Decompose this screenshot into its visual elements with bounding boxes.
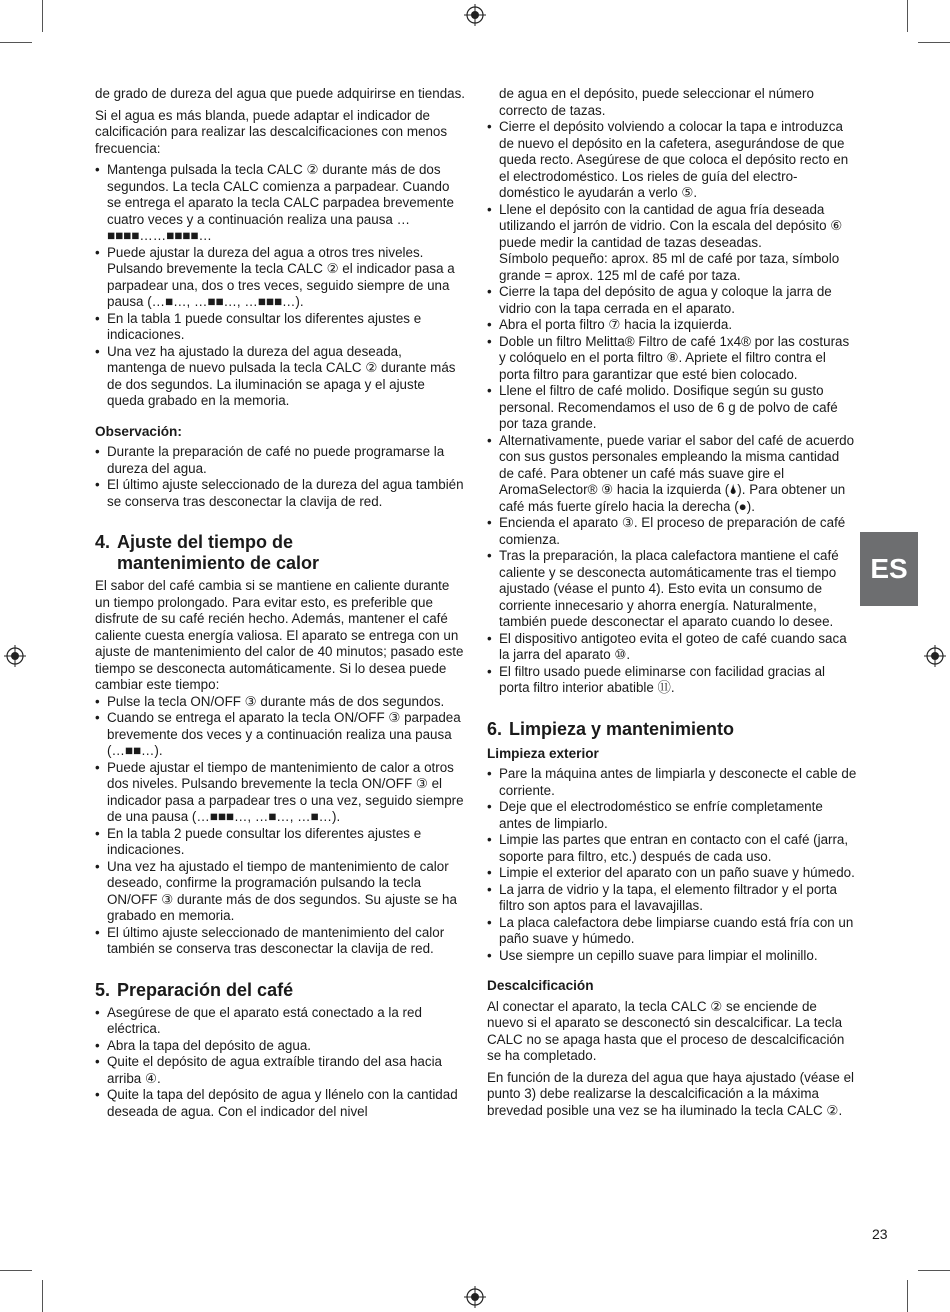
page-number: 23 xyxy=(872,1226,888,1242)
crop-mark xyxy=(42,1280,43,1312)
list-item: • Abra el porta filtro ⑦ hacia la izquierda. xyxy=(487,317,857,334)
list-item: • La placa calefactora debe limpiarse cuando está fría con un paño suave y húmedo. xyxy=(487,915,857,948)
bullet-list xyxy=(95,694,465,958)
section-number: 5. xyxy=(95,979,111,1000)
registration-mark-icon xyxy=(4,645,26,667)
crop-mark xyxy=(0,42,32,43)
list-item: • Alternativamente, puede variar el sabor del café de acuerdo con sus gustos personales empleando la misma cantidad de café. Para obtener un café más suave gire el AromaSelector® ⑨ hacia la izquierda (🌢). Para obtener un café más fuerte gírelo hacia la derecha (●). xyxy=(487,433,857,516)
list-item: • Puede ajustar el tiempo de mantenimiento de calor a otros dos niveles. Pulsando brevemente la tecla ON/OFF ③ el indicador pasa a parpadear tres o una vez, seguido siempre de una pausa (…■■■…, …■…, …■…). xyxy=(95,760,465,826)
list-item: • Deje que el electrodoméstico se enfríe completamente antes de limpiarlo. xyxy=(487,799,857,832)
section-number: 4. xyxy=(95,532,111,552)
language-tab: ES xyxy=(860,532,918,606)
list-item: • Doble un filtro Melitta® Filtro de café 1x4® por las costuras y colóquelo en el porta filtro ⑧. Apriete el filtro contra el porta filtro para garantizar que esté bien colocado. xyxy=(487,334,857,384)
paragraph-continuation: de agua en el depósito, puede seleccionar el número correcto de tazas. xyxy=(499,86,814,118)
list-item: • Puede ajustar la dureza del agua a otros tres niveles. Pulsando brevemente la tecla CALC ② el indicador pasa a parpadear una, dos o tres veces, seguido siempre de una pausa (…■…, …■■…, …■■■…). xyxy=(95,245,465,311)
list-item: • Cierre la tapa del depósito de agua y coloque la jarra de vidrio con la tapa cerrada en el aparato. xyxy=(487,284,857,317)
bullet-list xyxy=(95,1005,465,1121)
list-item: • El último ajuste seleccionado de la dureza del agua también se conserva tras desconectar la clavija de red. xyxy=(95,477,465,510)
bullet-list xyxy=(487,119,857,251)
registration-mark-icon xyxy=(464,4,486,26)
list-item: • Durante la preparación de café no puede programarse la dureza del agua. xyxy=(95,444,465,477)
list-item: • Cierre el depósito volviendo a colocar la tapa e introduzca de nuevo el depósito en la cafetera, asegurándose de que queda recto. Asegúrese de que coloca el depósito recto en el electrodoméstico. Los rieles de guía del electro-doméstico le ayudarán a verlo ⑤. xyxy=(487,119,857,202)
section-title-line: mantenimiento de calor xyxy=(117,553,320,573)
paragraph: de grado de dureza del agua que puede adquirirse en tiendas. xyxy=(95,86,466,101)
observation-heading: Observación: xyxy=(95,423,182,439)
bullet-list xyxy=(95,444,465,510)
right-column xyxy=(487,86,857,1124)
crop-mark xyxy=(918,42,950,43)
list-item: • Encienda el aparato ③. El proceso de preparación de café comienza. xyxy=(487,515,857,548)
bullet-list xyxy=(487,284,857,697)
section-number: 6. xyxy=(487,718,503,739)
section-title-line: Preparación del café xyxy=(117,979,294,1000)
list-item: • Use siempre un cepillo suave para limpiar el molinillo. xyxy=(487,948,857,965)
list-item: • Asegúrese de que el aparato está conectado a la red eléctrica. xyxy=(95,1005,465,1038)
list-item: • Pulse la tecla ON/OFF ③ durante más de dos segundos. xyxy=(95,694,465,711)
section-4-title xyxy=(95,532,465,574)
registration-mark-icon xyxy=(924,645,946,667)
list-item: • Cuando se entrega el aparato la tecla ON/OFF ③ parpadea brevemente dos veces y a continuación realiza una pausa (…■■…). xyxy=(95,710,465,760)
list-item: • La jarra de vidrio y la tapa, el elemento filtrador y el porta filtro son aptos para el lavavajillas. xyxy=(487,882,857,915)
list-item: • El último ajuste seleccionado de mantenimiento del calor también se conserva tras desconectar la clavija de red. xyxy=(95,925,465,958)
list-item: • Llene el depósito con la cantidad de agua fría deseada utilizando el jarrón de vidrio. Con la escala del depósito ⑥ puede medir la cantidad de tazas deseadas. xyxy=(487,202,857,252)
section-6-title xyxy=(487,719,857,740)
left-column xyxy=(95,86,465,1124)
list-item: • En la tabla 1 puede consultar los diferentes ajustes e indicaciones. xyxy=(95,311,465,344)
list-item: • En la tabla 2 puede consultar los diferentes ajustes e indicaciones. xyxy=(95,826,465,859)
paragraph: En función de la dureza del agua que haya ajustado (véase el punto 3) debe realizarse la descalcificación a la máxima brevedad posible una vez se ha iluminado la tecla CALC ②. xyxy=(487,1069,855,1118)
paragraph: El sabor del café cambia si se mantiene en caliente durante un tiempo prolongado. Para evitar esto, es preferible que disfrute de su café recién hecho. Además, mantener el café caliente cuesta energía valiosa. El aparato se entrega con un ajuste de mantenimiento del calor de 40 minutos; pasado este tiempo se desconecta automáticamente. Si lo desea puede cambiar este tiempo: xyxy=(95,578,464,692)
list-item: • Una vez ha ajustado la dureza del agua deseada, mantenga de nuevo pulsada la tecla CALC ② durante más de dos segundos. La iluminación se apaga y el ajuste queda grabado en la memoria. xyxy=(95,344,465,410)
crop-mark xyxy=(907,1280,908,1312)
crop-mark xyxy=(918,1270,950,1271)
section-5-title xyxy=(95,980,465,1001)
list-item: • Tras la preparación, la placa calefactora mantiene el café caliente y se desconecta automáticamente tras el tiempo ajustado (véase el punto 4). Esto evita un consumo de corriente innecesario y ahorra energía. Naturalmente, también puede desconectar el aparato cuando lo desee. xyxy=(487,548,857,631)
exterior-cleaning-heading: Limpieza exterior xyxy=(487,745,599,761)
registration-mark-icon xyxy=(464,1286,486,1308)
list-item: • El dispositivo antigoteo evita el goteo de café cuando saca la jarra del aparato ⑩. xyxy=(487,631,857,664)
list-item: • Quite la tapa del depósito de agua y llénelo con la cantidad deseada de agua. Con el indicador del nivel xyxy=(95,1087,465,1120)
paragraph: Al conectar el aparato, la tecla CALC ② se enciende de nuevo si el aparato se desconectó sin descalcificar. La tecla CALC no se apaga hasta que el proceso de descalcificación se ha completado. xyxy=(487,998,845,1063)
list-item: • El filtro usado puede eliminarse con facilidad gracias al porta filtro interior abatible ⑪. xyxy=(487,664,857,697)
paragraph: Si el agua es más blanda, puede adaptar el indicador de calcificación para realizar las descalcificaciones con menos frecuencia: xyxy=(95,107,448,156)
bullet-list xyxy=(487,766,857,964)
descaling-heading: Descalcificación xyxy=(487,978,594,993)
crop-mark xyxy=(42,0,43,32)
list-item: • Abra la tapa del depósito de agua. xyxy=(95,1038,465,1055)
list-item: • Quite el depósito de agua extraíble tirando del asa hacia arriba ④. xyxy=(95,1054,465,1087)
section-title-line: Ajuste del tiempo de xyxy=(117,532,294,552)
bullet-list xyxy=(95,162,465,410)
list-item: • Mantenga pulsada la tecla CALC ② durante más de dos segundos. La tecla CALC comienza a parpadear. Cuando se entrega el aparato la tecla CALC parpadea brevemente cuatro veces y a continuación realiza una pausa …■■■■……■■■■… xyxy=(95,162,465,245)
crop-mark xyxy=(0,1270,32,1271)
symbol-note: Símbolo pequeño: aprox. 85 ml de café por taza, símbolo grande = aprox. 125 ml de café por taza. xyxy=(499,251,840,283)
crop-mark xyxy=(907,0,908,32)
section-title-line: Limpieza y mantenimiento xyxy=(509,718,735,739)
list-item: • Limpie el exterior del aparato con un paño suave y húmedo. xyxy=(487,865,857,882)
list-item: • Una vez ha ajustado el tiempo de mantenimiento de calor deseado, confirme la programación pulsando la tecla ON/OFF ③ durante más de dos segundos. Su ajuste se ha grabado en memoria. xyxy=(95,859,465,925)
list-item: • Limpie las partes que entran en contacto con el café (jarra, soporte para filtro, etc.) después de cada uso. xyxy=(487,832,857,865)
list-item: • Llene el filtro de café molido. Dosifique según su gusto personal. Recomendamos el uso de 6 g de polvo de café por taza grande. xyxy=(487,383,857,433)
list-item: • Pare la máquina antes de limpiarla y desconecte el cable de corriente. xyxy=(487,766,857,799)
